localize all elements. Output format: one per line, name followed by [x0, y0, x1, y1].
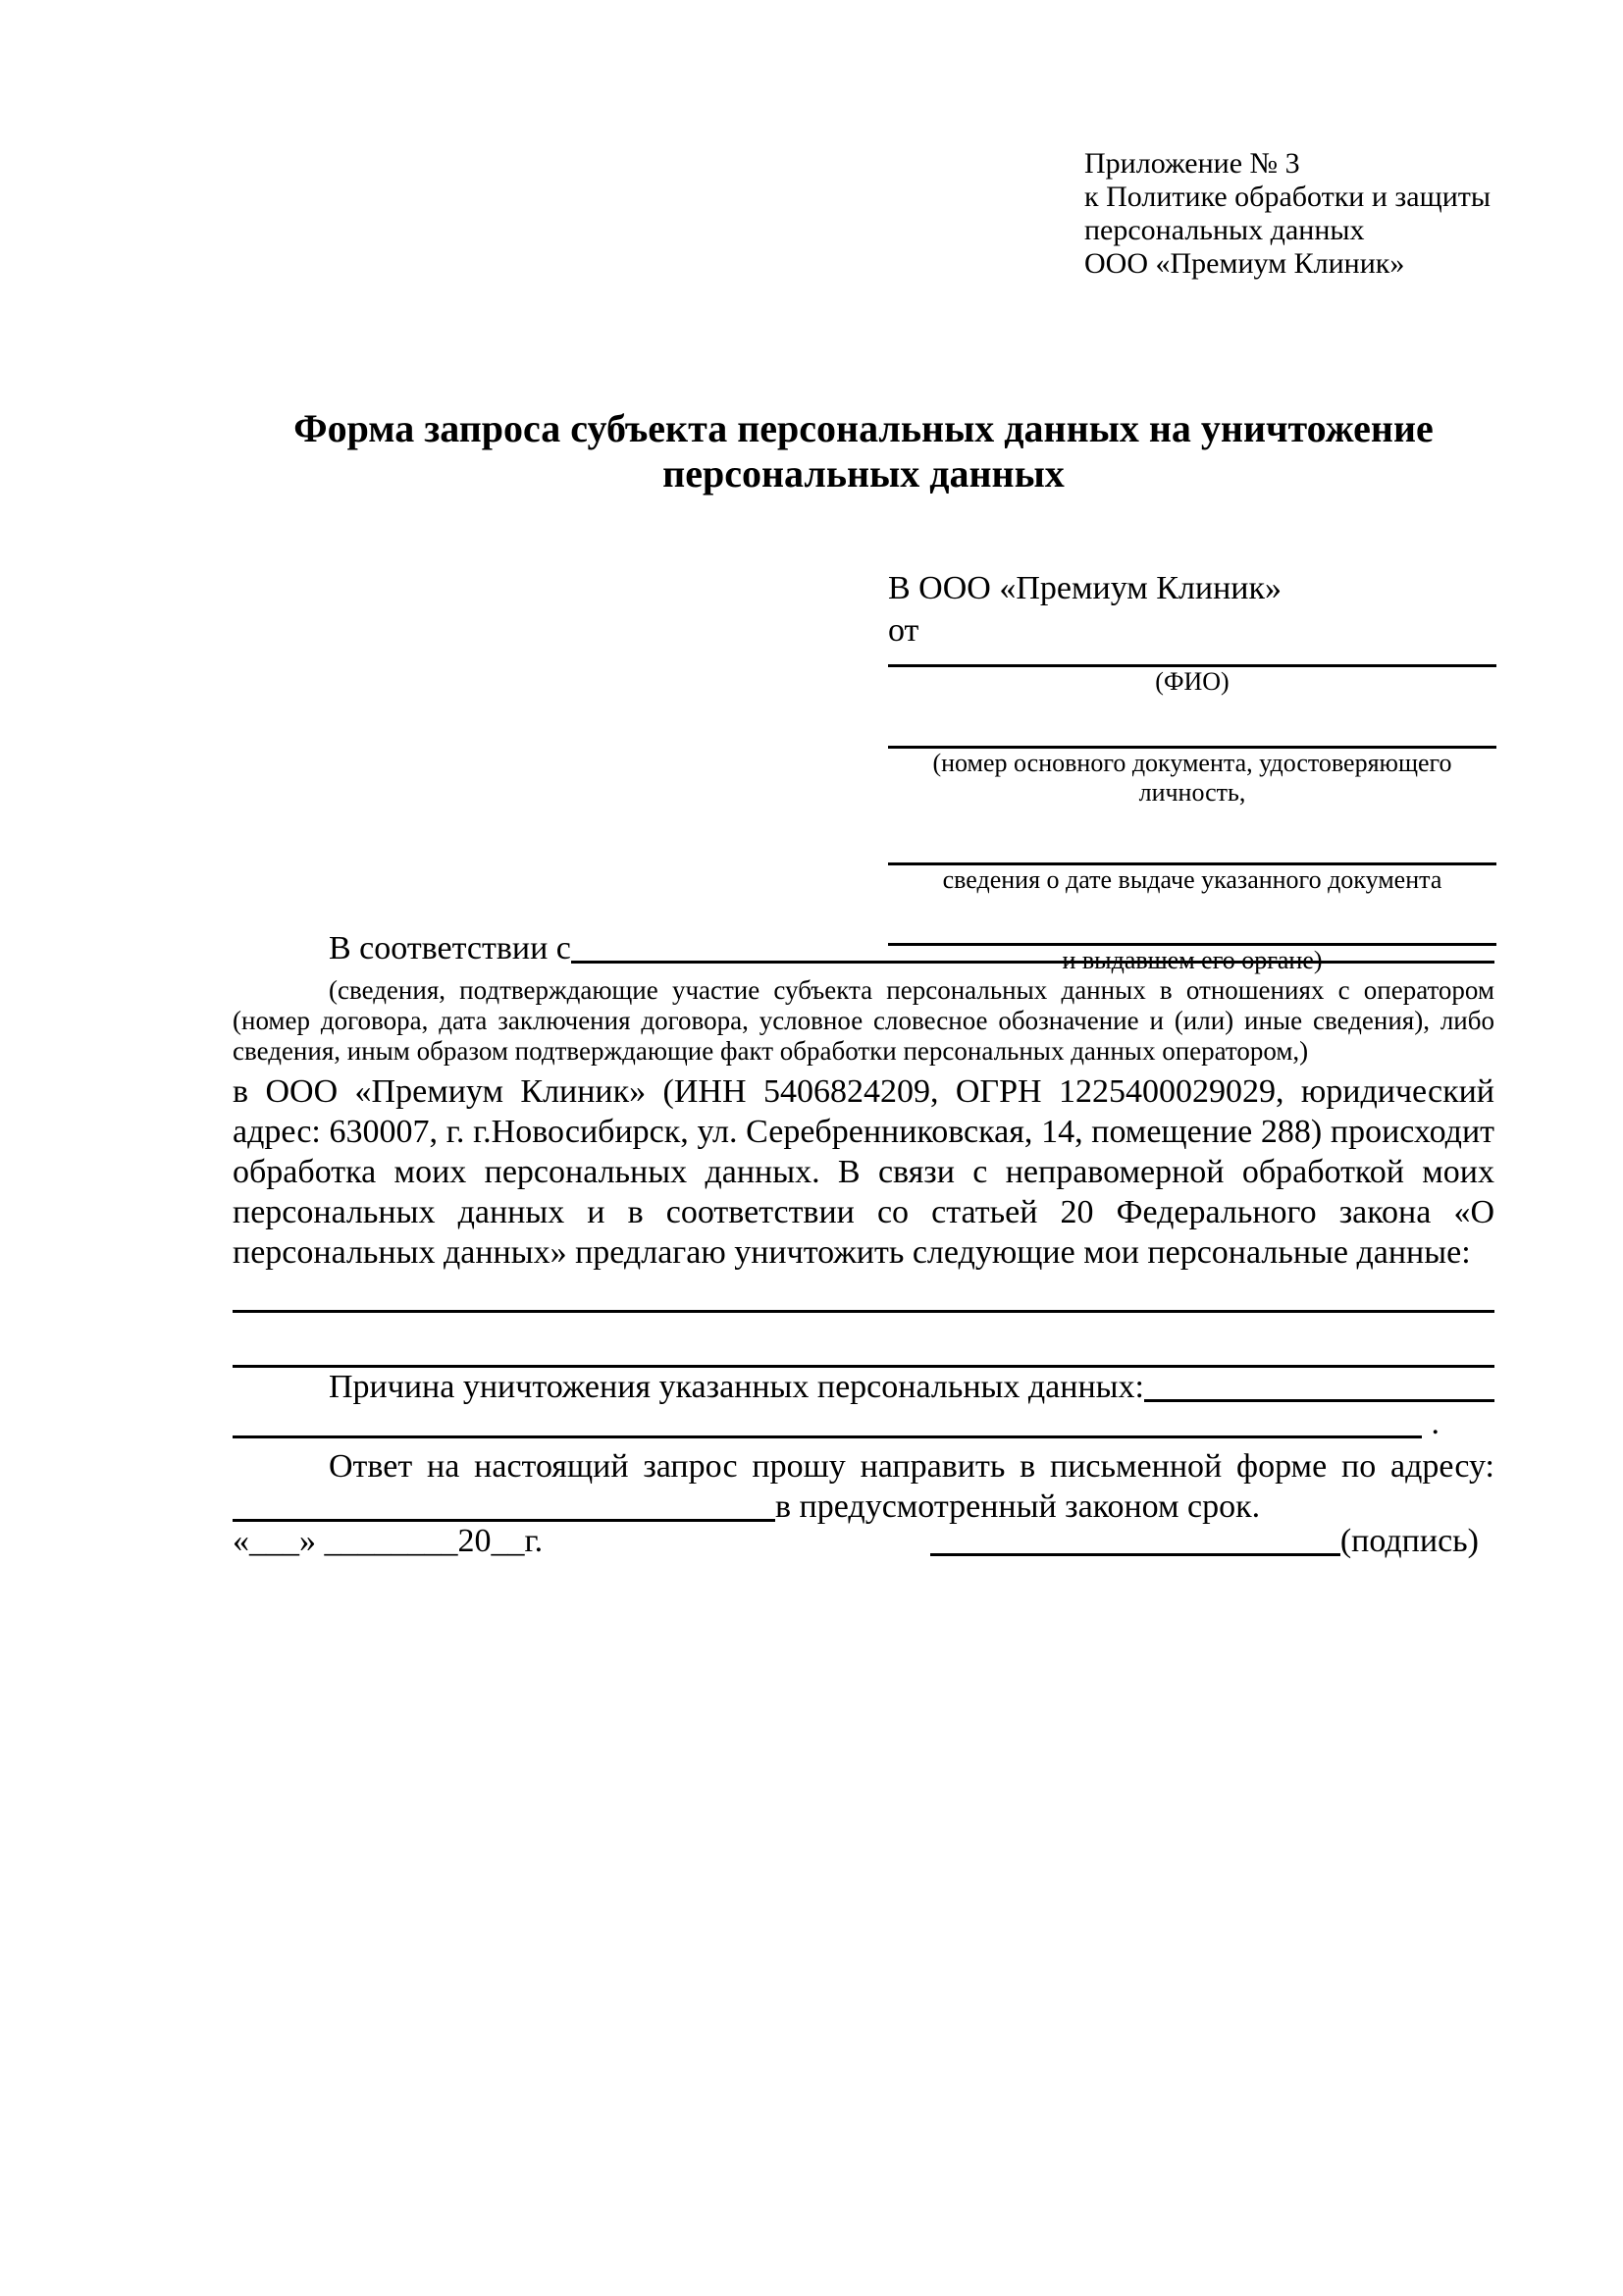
- reason-row: [233, 1368, 1494, 1408]
- accordance-prefix: В соответствии с: [329, 930, 571, 966]
- page-title-line: Форма запроса субъекта персональных данных на уничтожение: [293, 406, 1434, 450]
- appendix-note: [1084, 147, 1491, 281]
- addressee-from-label: от: [888, 612, 919, 649]
- issue-date-blank-line: [888, 808, 1496, 865]
- reason-label: Причина уничтожения указанных персональных данных:: [329, 1369, 1144, 1405]
- signature-row: [233, 1521, 1494, 1562]
- signature-blank-line: [930, 1553, 1340, 1556]
- signature-caption: (подпись): [1339, 1523, 1479, 1559]
- reason-blank-line: [1144, 1399, 1494, 1402]
- appendix-line: к Политике обработки и защиты: [1084, 181, 1492, 213]
- accordance-blank-line: [571, 961, 1494, 964]
- personal-data-blank-line: [233, 1310, 1494, 1313]
- reason-continuation-row: [233, 1405, 1494, 1444]
- issuing-authority-caption: и выдавшем его органе): [1062, 946, 1323, 974]
- appendix-line: персональных данных: [1084, 214, 1365, 246]
- date-placeholder: «___» ________20__г.: [233, 1523, 544, 1559]
- issue-date-caption: сведения о дате выдаче указанного документа: [942, 865, 1442, 894]
- signature-area: [930, 1521, 1479, 1562]
- fio-blank-line: [888, 652, 1496, 667]
- main-paragraph: в ООО «Премиум Клиник» (ИНН 5406824209, ОГРН 1225400029029, юридический адрес: 630007, г. г.Новосибирск, ул. Серебренниковская, 14, помещение 288) происходит обработка моих персональных данных. В связи с неправомерной обработкой моих персональных данных и в соответствии со статьей 20 Федерального закона «О персональных данных» предлагаю уничтожить следующие мои персональные данные:: [233, 1073, 1494, 1271]
- reason-blank-line: [233, 1435, 1422, 1438]
- reply-tail-text: в предусмотренный законом срок.: [775, 1488, 1261, 1525]
- main-text-block: [233, 928, 1494, 1528]
- document-number-blank-line: [888, 697, 1496, 749]
- addressee-to: В ООО «Премиум Клиник»: [888, 570, 1283, 606]
- fio-caption: (ФИО): [1155, 667, 1230, 696]
- page-title: [233, 406, 1494, 496]
- appendix-line: ООО «Премиум Клиник»: [1084, 247, 1405, 280]
- page-title-line: персональных данных: [662, 451, 1065, 496]
- reply-request-sentence: Ответ на настоящий запрос прошу направить в письменной форме по адресу:: [329, 1448, 1494, 1485]
- document-number-caption: (номер основного документа, удостоверяющего личность,: [932, 749, 1452, 807]
- addressee-block: [888, 567, 1496, 975]
- sentence-period: .: [1431, 1405, 1440, 1441]
- accordance-row: [233, 928, 1494, 969]
- accordance-footnote: (сведения, подтверждающие участие субъекта персональных данных в отношениях с оператором (номер договора, дата заключения договора, условное словесное обозначение и (или) иные сведения), либо сведения, иным образом подтверждающие факт обработки персональных данных оператором,): [233, 975, 1494, 1066]
- appendix-line: Приложение № 3: [1084, 147, 1300, 180]
